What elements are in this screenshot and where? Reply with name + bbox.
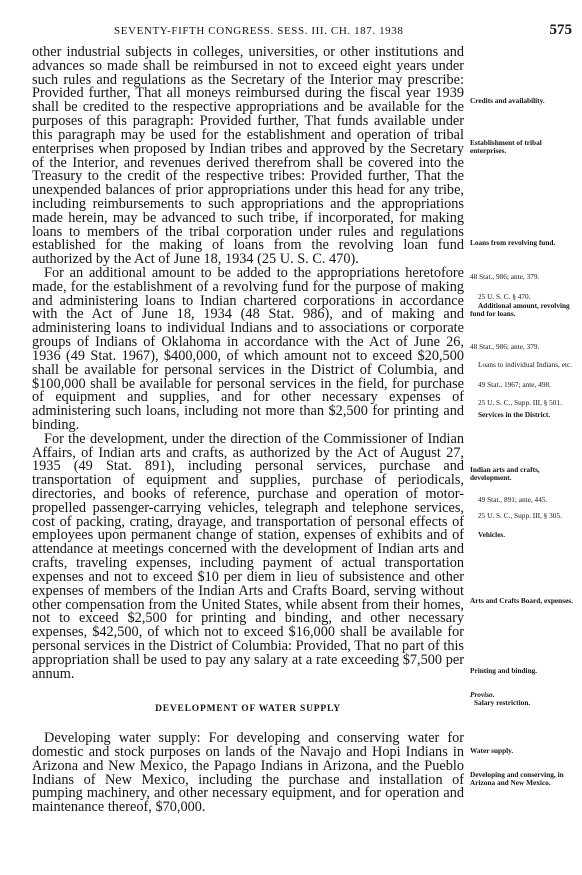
note-stat-986-a: 48 Stat., 986; ante, 379. <box>470 272 540 281</box>
note-printing-binding: Printing and binding. <box>470 666 538 675</box>
note-stat-891: 49 Stat., 891; ante, 445. <box>478 495 548 504</box>
note-proviso: Proviso. <box>470 690 495 699</box>
note-developing-conserving: Developing and conserving, in Arizona and New Mexico. <box>470 770 564 788</box>
note-credits: Credits and availability. <box>470 96 545 105</box>
statute-text <box>32 46 464 815</box>
note-loans-individual: Loans to individual Indians, etc. <box>478 360 573 369</box>
note-services-district: Services in the District. <box>478 410 551 419</box>
note-salary-restriction: Salary restriction. <box>474 698 531 707</box>
note-stat-1967: 49 Stat., 1967; ante, 498. <box>478 380 551 389</box>
paragraph-continued: other industrial subjects in colleges, universities, or other institutions and advances so made shall be reimbursed in not to exceed eight years under such rules and regulations as the Secretary of the Interior may prescribe: Provided further, That all moneys reimbursed during the fiscal year 1939 shall be credited to the respective appropriations and be available for the purposes of this paragraph: Provided further, That funds available under this paragraph may be used for the establishment and operation of tribal enterprises when proposed by Indian tribes and approved by the Secretary of the Interior, and revenues derived therefrom shall be covered into the Treasury to the credit of the respective tribes: Provided further, That the unexpended balances of prior appropriations under this head for any tribe, including reimbursements to such appropriations and the appropriations made herein, may be advanced to such tribe, if incorporated, for making loans to members of the tribal corporation under rules and regulations established for the making of loans from the revolving loan fund authorized by the Act of June 18, 1934 (25 U. S. C. 470). <box>32 44 464 268</box>
note-arts-crafts-board: Arts and Crafts Board, expenses. <box>470 596 573 605</box>
note-tribal-enterprises: Establishment of tribal enterprises. <box>470 138 542 156</box>
paragraph-water-supply: Developing water supply: For developing and conserving water for domestic and stock purposes on lands of the Navajo and Hopi Indians in Arizona and New Mexico, the Papago Indians in Arizona, and the Pueblo Indians of New Mexico, including the purchase and installation of pumping machinery, and other necessary equipment, and for operation and maintenance thereof, $70,000. <box>32 730 464 816</box>
paragraph-arts-crafts: For the development, under the direction of the Commissioner of Indian Affairs, of Indian arts and crafts, as authorized by the Act of August 27, 1935 (49 Stat. 891), including personal services, purchase and transportation of equipment and supplies, purchase of periodicals, directories, and books of reference, purchase and operation of motor-propelled passenger-carrying vehicles, telegraph and telephone services, cost of packing, crating, drayage, and transportation of personal effects of employees upon permanent change of station, expenses of exhibits and of attendance at meetings concerned with the development of Indian arts and crafts, traveling expenses, including payment of actual transportation expenses and not to exceed $10 per diem in lieu of subsistence and other expenses of members of the Indian Arts and Crafts Board, serving without other compensation from the United States, while absent from their homes, not to exceed $2,500 for printing and binding, and other necessary expenses, $42,500, of which not to exceed $16,000 shall be available for personal services in the District of Columbia: Provided, That no part of this appropriation shall be used to pay any salary at a rate exceeding $7,500 per annum. <box>32 430 464 682</box>
note-water-supply: Water supply. <box>470 746 514 755</box>
note-vehicles: Vehicles. <box>478 530 506 539</box>
note-usc-305: 25 U. S. C., Supp. III, § 305. <box>478 511 562 520</box>
note-stat-986-b: 48 Stat., 986; ante, 379. <box>470 342 540 351</box>
running-head: SEVENTY-FIFTH CONGRESS. SESS. III. CH. 187. 1938 <box>114 25 404 37</box>
note-usc-501: 25 U. S. C., Supp. III, § 501. <box>478 398 562 407</box>
note-arts-crafts-development: Indian arts and crafts, development. <box>470 465 540 483</box>
page-number: 575 <box>549 22 572 38</box>
paragraph-revolving-fund: For an additional amount to be added to the appropriations heretofore made, for the establishment of a revolving fund for the purpose of making and administering loans to Indian chartered corporations in accordance with the Act of June 18, 1934 (48 Stat. 986), and of making and administering loans to individual Indians and to associations or corporate groups of Indians of Oklahoma in accordance with the Act of June 26, 1936 (49 Stat. 1967), $400,000, of which amount not to exceed $20,500 shall be available for personal services in the District of Columbia, and $100,000 shall be available for personal services in the field, for purchase of equipment and supplies, and for other necessary expenses of administering such loans, including not more than $2,500 for printing and binding. <box>32 265 464 433</box>
note-additional-amount: Additional amount, revolving fund for loans. <box>470 301 570 319</box>
section-heading: DEVELOPMENT OF WATER SUPPLY <box>155 704 341 715</box>
margin-notes <box>470 0 576 875</box>
note-usc-470: 25 U. S. C. § 470. <box>478 292 531 301</box>
note-revolving-fund: Loans from revolving fund. <box>470 238 556 247</box>
